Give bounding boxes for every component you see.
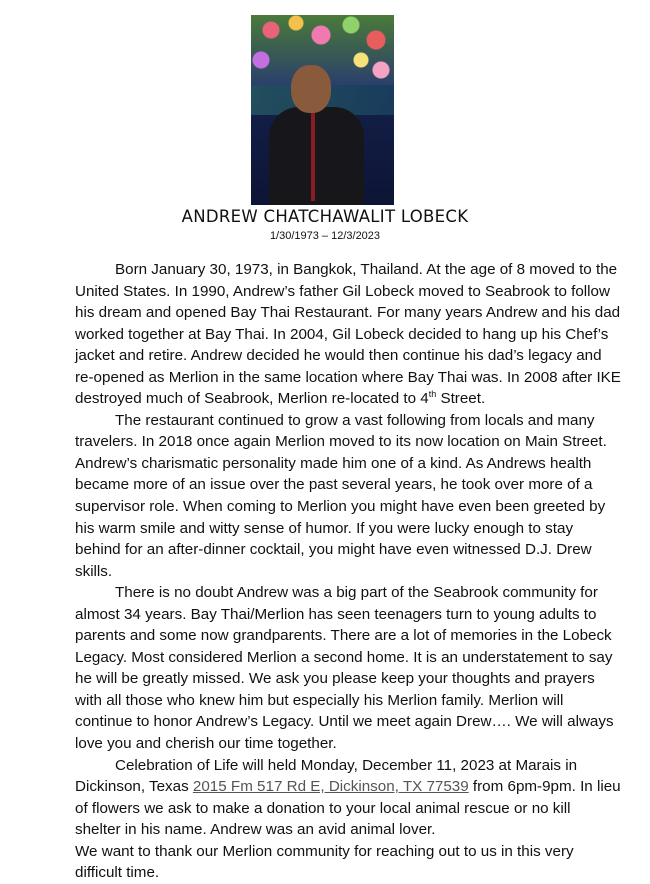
text-line: United States. In 1990, Andrew’s father Gil Lobeck moved to Seabrook to follow (75, 282, 610, 300)
text-line: shelter in his name. Andrew was an avid animal lover. (75, 821, 436, 839)
text-line: Born January 30, 1973, in Bangkok, Thailand. At the age of 8 moved to the (115, 261, 618, 278)
text-segment: Dickinson, Texas (75, 778, 193, 796)
text-segment: destroyed much of Seabrook, Merlion re-located to 4 (75, 390, 429, 408)
text-line: difficult time. (75, 864, 160, 882)
chef-jacket (269, 107, 364, 205)
text-line: he will be greatly missed. We ask you please keep your thoughts and prayers (75, 670, 595, 688)
text-line: parents and some now grandparents. There are a lot of memories in the Lobeck (75, 627, 612, 645)
text-line: almost 34 years. Bay Thai/Merlion has seen teenagers turn to young adults to (75, 605, 597, 623)
text-line: re-opened as Merlion in the same location where Bay Thai was. In 2008 after IKE (75, 368, 621, 386)
text-line: We want to thank our Merlion community for reaching out to us in this very (75, 842, 574, 860)
life-dates: 1/30/1973 – 12/3/2023 (269, 230, 381, 242)
text-line: with all those who knew him but especially his Merlion family. Merlion will (75, 691, 564, 709)
jacket-trim (311, 111, 315, 201)
obituary-name: ANDREW CHATCHAWALIT LOBECK (181, 207, 469, 226)
text-line: love you and cherish our time together. (75, 735, 337, 753)
text-line: The restaurant continued to grow a vast following from locals and many (115, 411, 595, 429)
text-line: Legacy. Most considered Merlion a second home. It is an understatement to say (75, 648, 613, 666)
text-line (75, 776, 621, 798)
text-line: continue to honor Andrew’s Legacy. Until we meet again Drew…. We will always (75, 713, 614, 731)
ordinal-suffix: th (428, 389, 437, 400)
text-line: of flowers we ask to make a donation to your local animal rescue or no kill (75, 799, 571, 817)
head (291, 65, 331, 113)
text-line: jacket and retire. Andrew decided he would then continue his dad’s legacy and (75, 347, 602, 365)
text-line: worked together at Bay Thai. In 2004, Gil Lobeck decided to hang up his Chef’s (75, 325, 609, 343)
text-line: his dream and opened Bay Thai Restaurant. For many years Andrew and his dad (75, 304, 621, 322)
portrait-photo (251, 15, 394, 205)
text-line: became more of an issue over the past several years, he took over more of a (75, 476, 593, 494)
text-line: skills. (75, 562, 113, 580)
text-line (75, 388, 595, 410)
text-segment: from 6pm-9pm. In lieu (468, 778, 621, 796)
address-link[interactable]: 2015 Fm 517 Rd E, Dickinson, TX 77539 (192, 778, 469, 796)
obituary-text (75, 259, 621, 884)
text-line: supervisor role. When coming to Merlion you might have even been greeted by (75, 498, 606, 516)
text-line: There is no doubt Andrew was a big part of the Seabrook community for (115, 584, 598, 602)
text-line: his warm smile and witty sense of humor. If you were lucky enough to stay (75, 519, 574, 537)
text-line: travelers. In 2018 once again Merlion moved to its now location on Main Street. (75, 433, 607, 451)
text-line: behind for an after-dinner cocktail, you might have even witnessed D.J. Drew (75, 541, 592, 559)
text-line: Andrew’s charismatic personality made him one of a kind. As Andrews health (75, 454, 592, 472)
text-segment: Street. (436, 390, 486, 408)
text-line: Celebration of Life will held Monday, December 11, 2023 at Marais in (115, 756, 578, 774)
